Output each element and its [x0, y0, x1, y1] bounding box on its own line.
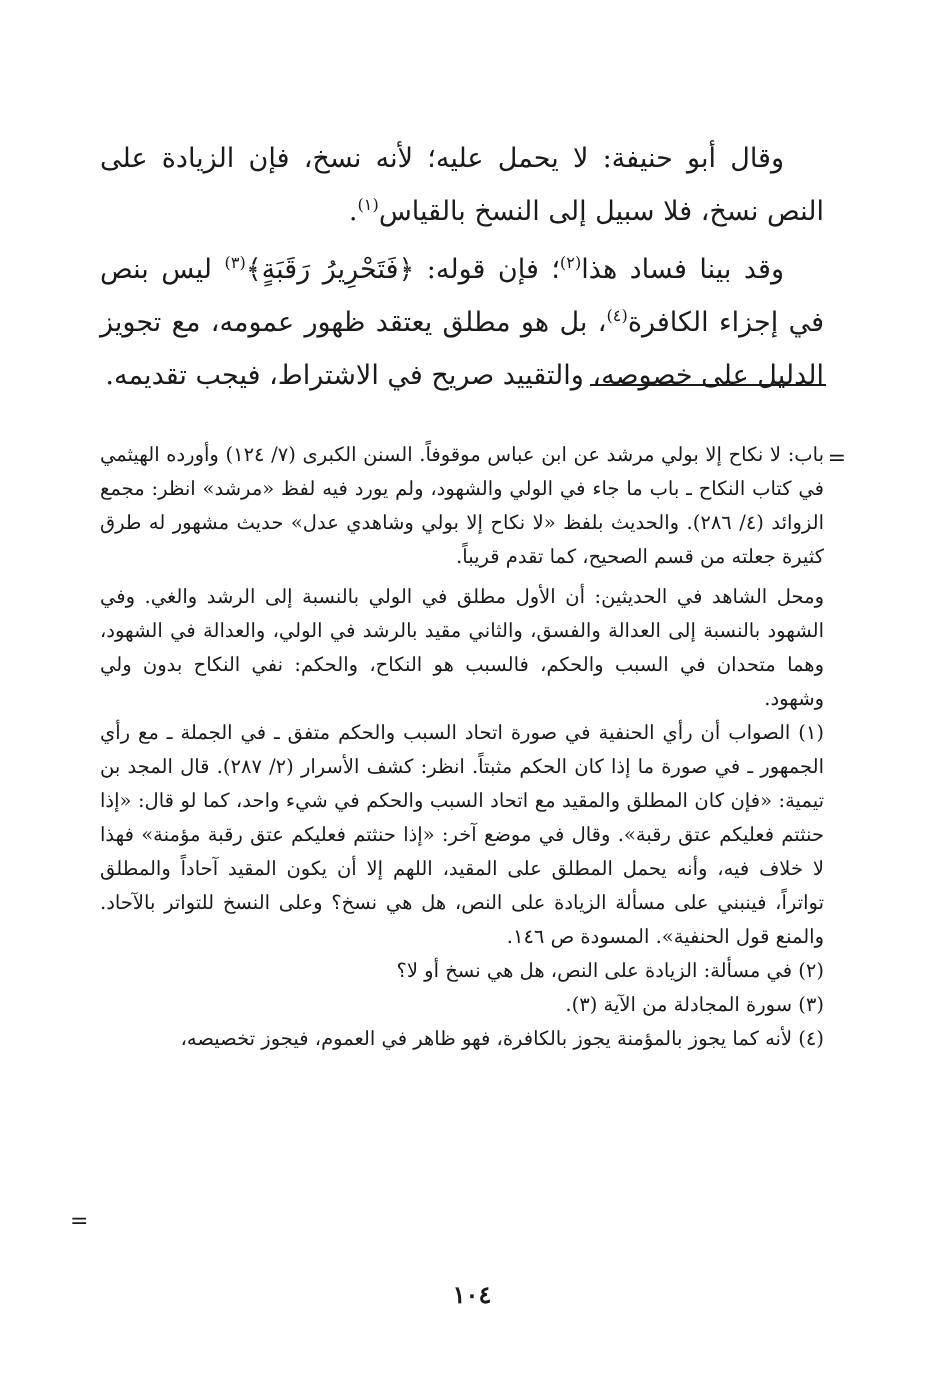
footnote-1: (١) الصواب أن رأي الحنفية في صورة اتحاد السبب والحكم متفق ـ في الجملة ـ مع رأي الجمهور ـ في صورة ما إذا كان الحكم مثبتاً. انظر: كشف الأسرار (٢/ ٢٨٧). قال المجد بن تيمية: «فإن كان المطلق والمقيد مع اتحاد السبب والحكم في شيء واحد، كما لو قال: «إذا حنثتم فعليكم عتق رقبة». وقال في موضع آخر: «إذا حنثتم فعليكم عتق رقبة مؤمنة» فهذا لا خلاف فيه، وأنه يحمل المطلق على المقيد، اللهم إلا أن يكون المقيد آحاداً والمطلق تواتراً، فينبني على مسألة الزيادة على النص، هل هي نسخ؟ وعلى النسخ للتواتر بالآحاد. والمنع قول الحنفية». المسودة ص ١٤٦. [100, 721, 824, 948]
main-paragraph-1: وقال أبو حنيفة: لا يحمل عليه؛ لأنه نسخ، فإن الزيادة على النص نسخ، فلا سبيل إلى النسخ بالقياس$^{(١)}$. [100, 143, 824, 227]
continuation-mark-start: = [827, 446, 846, 471]
main-paragraph-2: وقد بينا فساد هذا$^{(٢)}$؛ فإن قوله: ﴿فَتَحْرِيرُ رَقَبَةٍ﴾$^{(٣)}$ ليس بنص في إجزاء الكافرة$^{(٤)}$، بل هو مطلق يعتقد ظهور عمومه، مع تجويز الدليل على خصوصه، والتقييد صريح في الاشتراط، فيجب تقديمه. [100, 253, 824, 391]
footnote-continued-2: ومحل الشاهد في الحديثين: أن الأول مطلق في الولي بالنسبة إلى الرشد والغي. وفي الشهود بالنسبة إلى العدالة والفسق، والثاني مقيد بالرشد في الولي، والعدالة في الشهود، وهما متحدان في السبب والحكم، فالسبب هو النكاح، والحكم: نفي النكاح بدون ولي وشهود. [100, 585, 824, 710]
footnote-3: (٣) سورة المجادلة من الآية (٣). [565, 993, 824, 1016]
footnote-3-number: (٣) [798, 993, 824, 1016]
footnote-continued: باب: لا نكاح إلا بولي مرشد عن ابن عباس موقوفاً. السنن الكبرى (٧/ ١٢٤) وأورده الهيثمي في كتاب النكاح ـ باب ما جاء في الولي والشهود، ولم يورد فيه لفظ «مرشد» انظر: مجمع الزوائد (٤/ ٢٨٦). والحديث بلفظ «لا نكاح إلا بولي وشاهدي عدل» حديث مشهور له طرق كثيرة جعلته من قسم الصحيح، كما تقدم قريباً. [100, 443, 824, 568]
footnote-4: (٤) لأنه كما يجوز بالمؤمنة يجوز بالكافرة، فهو ظاهر في العموم، فيجوز تخصيصه، [180, 1027, 824, 1050]
page-number: ١٠٤ [452, 1280, 492, 1309]
continuation-mark-end: = [70, 1209, 89, 1234]
footnote-ref-2[interactable]: (٢) [559, 253, 582, 272]
main-body-text [100, 132, 824, 407]
footnote-2-number: (٢) [798, 959, 824, 982]
footnotes-section [100, 438, 824, 1056]
footnote-separator [590, 384, 826, 386]
footnote-1-number: (١) [798, 721, 824, 744]
footnote-ref-4[interactable]: (٤) [606, 306, 628, 325]
footnote-ref-3[interactable]: (٣) [224, 253, 246, 272]
footnote-4-number: (٤) [798, 1027, 824, 1050]
footnote-2: (٢) في مسألة: الزيادة على النص، هل هي نسخ أو لا؟ [396, 959, 824, 982]
footnote-ref-1[interactable]: (١) [357, 195, 379, 214]
